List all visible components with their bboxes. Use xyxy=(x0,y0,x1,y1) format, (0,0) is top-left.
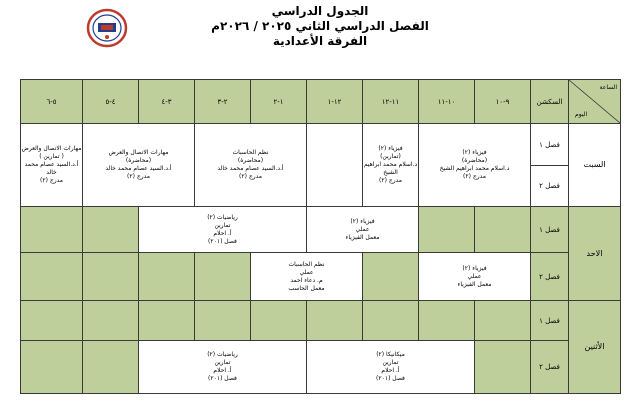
course-type: تمارين xyxy=(382,359,399,366)
section-label: فصل ١ xyxy=(531,124,569,166)
class-cell xyxy=(307,341,475,394)
empty-cell xyxy=(419,301,475,341)
course-type: ( تمارين ) xyxy=(39,153,64,160)
section-label: فصل ٢ xyxy=(531,166,569,207)
instructor: د.اسلام محمد ابراهيم الشيخ xyxy=(439,165,510,172)
course-type: عملي xyxy=(467,272,482,280)
semester-title: الفصل الدراسي الثاني ٢٠٢٥ / ٢٠٢٦م xyxy=(211,19,429,33)
time-header: ٣-٤ xyxy=(139,80,195,124)
class-cell xyxy=(21,124,83,207)
instructor: د.اسلام محمد ابراهيم xyxy=(363,161,418,168)
empty-cell xyxy=(307,124,363,207)
class-cell xyxy=(83,124,195,207)
empty-cell xyxy=(83,301,139,341)
course-type: عملي xyxy=(299,268,314,276)
class-cell xyxy=(419,253,531,301)
section-label: فصل ١ xyxy=(531,301,569,341)
empty-cell xyxy=(139,301,195,341)
empty-cell xyxy=(363,253,419,301)
instructor: الشيخ xyxy=(383,169,398,176)
class-cell xyxy=(139,341,307,394)
course-name: رياضيات (٢) xyxy=(207,351,238,358)
class-cell xyxy=(363,124,419,207)
instructor: أ. احلام xyxy=(213,229,232,237)
room: مدرج (٢) xyxy=(463,173,486,180)
room: مدرج (٢) xyxy=(40,177,63,184)
instructor: أ. احلام xyxy=(381,367,400,374)
time-header: ٤-٥ xyxy=(83,80,139,124)
room: معمل الحاسب xyxy=(288,284,325,292)
course-name: فيزياء (٢) xyxy=(378,145,403,152)
empty-cell xyxy=(83,253,139,301)
course-name: فيزياء (٢) xyxy=(350,217,375,225)
room: معمل الفيزياء xyxy=(345,233,380,241)
day-monday: الأثنين xyxy=(569,301,621,394)
course-name: ميكانيكا (٢) xyxy=(376,351,405,358)
room: فصل (٢٠١) xyxy=(208,237,237,245)
room: فصل (٢٠١) xyxy=(376,375,405,382)
course-name: نظم الحاسبات xyxy=(288,260,325,268)
instructor: أ.د.السيد عصام محمد خالد xyxy=(105,165,172,172)
room: فصل (٢٠١) xyxy=(208,375,237,382)
section-col-header: السكشن xyxy=(531,80,569,124)
instructor: أ. احلام xyxy=(213,367,232,374)
empty-cell xyxy=(139,253,195,301)
class-cell xyxy=(139,207,307,253)
class-cell xyxy=(419,124,531,207)
corner-cell xyxy=(569,80,621,124)
empty-cell xyxy=(21,341,83,394)
room: مدرج (٢) xyxy=(127,173,150,180)
section-label: فصل ٢ xyxy=(531,341,569,394)
time-header: ١-٢ xyxy=(251,80,307,124)
instructor: م. دعاء احمد xyxy=(290,276,323,284)
course-name: رياضيات (٢) xyxy=(207,213,238,221)
empty-cell xyxy=(195,301,251,341)
course-type: تمارين xyxy=(214,221,231,229)
course-type: تمارين xyxy=(214,359,231,366)
section-label: فصل ٢ xyxy=(531,253,569,301)
empty-cell xyxy=(21,253,83,301)
schedule-title: الجدول الدراسي xyxy=(271,4,369,18)
empty-cell xyxy=(307,301,363,341)
day-sunday: الاحد xyxy=(569,207,621,301)
empty-cell xyxy=(21,207,83,253)
empty-cell xyxy=(363,301,419,341)
class-cell xyxy=(195,124,307,207)
empty-cell xyxy=(475,301,531,341)
course-name: فيزياء (٢) xyxy=(462,149,487,156)
corner-time-label: الساعة xyxy=(599,84,617,91)
class-cell xyxy=(251,253,363,301)
time-header: ٩-١٠ xyxy=(475,80,531,124)
room: مدرج (٢) xyxy=(379,177,402,184)
time-header: ١٢-١ xyxy=(307,80,363,124)
corner-day-label: اليوم xyxy=(575,111,588,118)
schedule-table xyxy=(20,79,621,394)
empty-cell xyxy=(83,341,139,394)
empty-cell xyxy=(475,207,531,253)
time-header: ٥-٦ xyxy=(21,80,83,124)
course-name: مهارات الاتصال والعرض xyxy=(108,149,169,156)
time-header: ١١-١٢ xyxy=(363,80,419,124)
instructor: أ.د.السيد عصام محمد خالد xyxy=(24,161,79,176)
course-type: (محاضرة) xyxy=(125,157,152,164)
empty-cell xyxy=(251,301,307,341)
empty-cell xyxy=(195,253,251,301)
class-cell xyxy=(307,207,419,253)
course-type: (تمارين) xyxy=(380,153,401,160)
course-name: نظم الحاسبات xyxy=(232,149,269,156)
time-header: ٢-٣ xyxy=(195,80,251,124)
empty-cell xyxy=(475,341,531,394)
course-name: فيزياء (٢) xyxy=(462,264,487,272)
instructor: أ.د.السيد عصام محمد خالد xyxy=(217,165,284,172)
institute-logo xyxy=(86,8,128,48)
course-type: عملي xyxy=(355,225,370,233)
day-saturday: السبت xyxy=(569,124,621,207)
empty-cell xyxy=(419,207,475,253)
room: مدرج (٢) xyxy=(239,173,262,180)
empty-cell xyxy=(21,301,83,341)
class-title: الفرقة الأعدادية xyxy=(272,34,368,48)
course-type: (محاضرة) xyxy=(237,157,264,164)
section-label: فصل ١ xyxy=(531,207,569,253)
empty-cell xyxy=(83,207,139,253)
room: معمل الفيزياء xyxy=(457,280,492,288)
course-type: (محاضرة) xyxy=(461,157,488,164)
course-name: مهارات الاتصال والعرض xyxy=(21,145,82,152)
time-header: ١٠-١١ xyxy=(419,80,475,124)
